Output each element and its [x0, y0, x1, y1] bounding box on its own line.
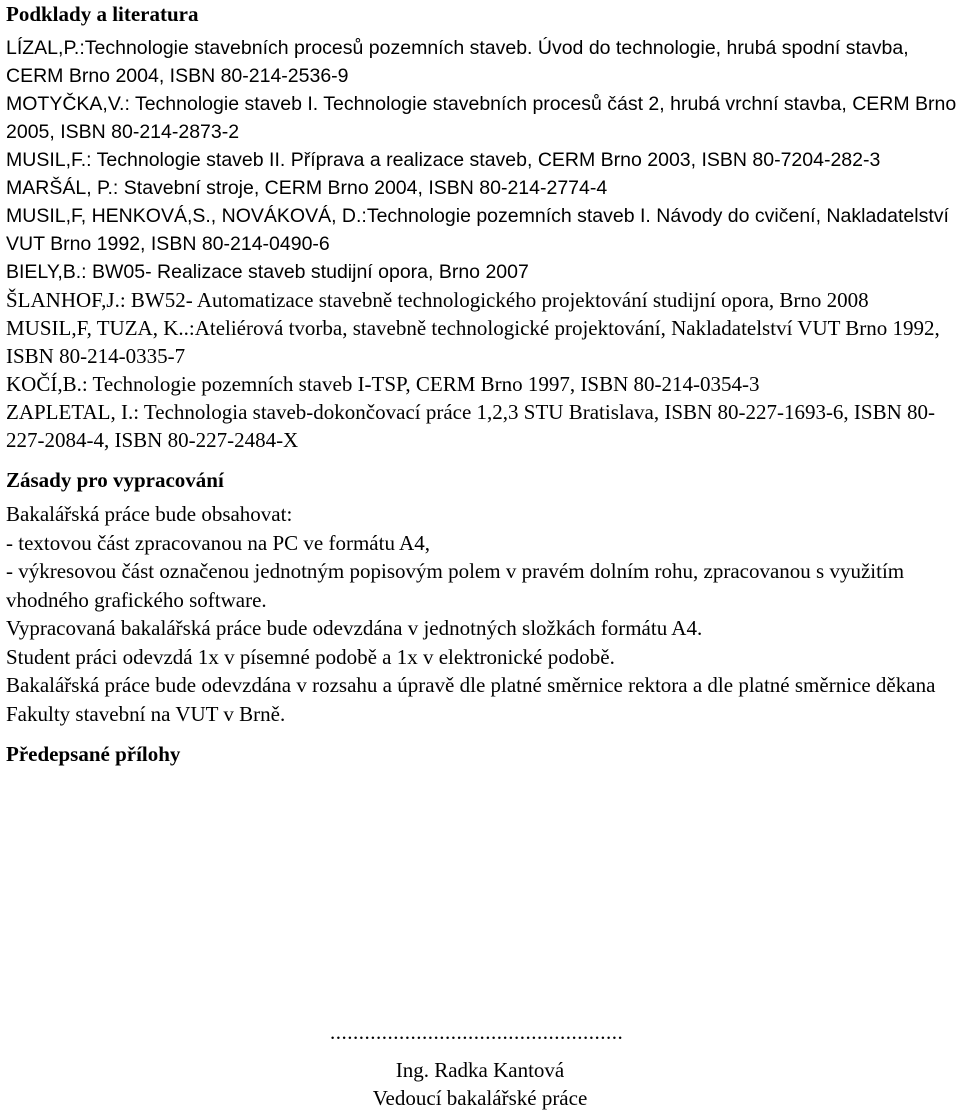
guidelines-paragraph: - textovou část zpracovanou na PC ve formátu A4,	[6, 530, 430, 555]
reference-item: MUSIL,F, HENKOVÁ,S., NOVÁKOVÁ, D.:Technologie pozemních staveb I. Návody do cvičení, Nakladatelství VUT Brno 1992, ISBN 80-214-0490-6	[6, 205, 949, 255]
signature-line: ...................................................	[330, 1020, 624, 1044]
guidelines-paragraph: - výkresovou část označenou jednotným popisovým polem v pravém dolním rohu, zpracovanou s využitím vhodného grafického software.	[6, 559, 905, 612]
reference-item: KOČÍ,B.: Technologie pozemních staveb I-TSP, CERM Brno 1997, ISBN 80-214-0354-3	[6, 372, 760, 396]
guidelines-text	[6, 500, 958, 728]
guidelines-paragraph: Bakalářská práce bude odevzdána v rozsahu a úpravě dle platné směrnice rektora a dle platné směrnice děkana Fakulty stavební na VUT v Brně.	[6, 673, 936, 726]
reference-item: MUSIL,F, TUZA, K..:Ateliérová tvorba, stavebně technologické projektování, Nakladatelství VUT Brno 1992, ISBN 80-214-0335-7	[6, 316, 940, 368]
reference-item: BIELY,B.: BW05- Realizace staveb studijní opora, Brno 2007	[6, 261, 529, 283]
reference-item: MOTYČKA,V.: Technologie staveb I. Technologie stavebních procesů část 2, hrubá vrchní stavba, CERM Brno 2005, ISBN 80-214-2873-2	[6, 93, 957, 143]
reference-item: MARŠÁL, P.: Stavební stroje, CERM Brno 2004, ISBN 80-214-2774-4	[6, 177, 608, 199]
document-page	[6, 0, 958, 768]
signature-block	[330, 1022, 630, 1112]
reference-item: ŠLANHOF,J.: BW52- Automatizace stavebně technologického projektování studijní opora, Brno 2008	[6, 288, 869, 312]
section-heading-attachments: Předepsané přílohy	[6, 742, 181, 766]
signatory-name: Ing. Radka Kantová	[395, 1058, 565, 1082]
reference-item: LÍZAL,P.:Technologie stavebních procesů pozemních staveb. Úvod do technologie, hrubá spodní stavba, CERM Brno 2004, ISBN 80-214-2536-9	[6, 37, 909, 87]
reference-list	[6, 34, 958, 454]
guidelines-paragraph: Bakalářská práce bude obsahovat:	[6, 502, 293, 526]
reference-item: MUSIL,F.: Technologie staveb II. Příprava a realizace staveb, CERM Brno 2003, ISBN 80-7204-282-3	[6, 149, 881, 171]
section-heading-guidelines: Zásady pro vypracování	[6, 468, 224, 492]
section-heading-literature: Podklady a literatura	[6, 2, 199, 26]
signatory-role: Vedoucí bakalářské práce	[372, 1086, 588, 1110]
guidelines-paragraph: Vypracovaná bakalářská práce bude odevzdána v jednotných složkách formátu A4.	[6, 616, 703, 640]
reference-item: ZAPLETAL, I.: Technologia staveb-dokončovací práce 1,2,3 STU Bratislava, ISBN 80-227-1693-6, ISBN 80-227-2084-4, ISBN 80-227-2484-X	[6, 400, 936, 452]
guidelines-paragraph: Student práci odevzdá 1x v písemné podobě a 1x v elektronické podobě.	[6, 644, 615, 669]
